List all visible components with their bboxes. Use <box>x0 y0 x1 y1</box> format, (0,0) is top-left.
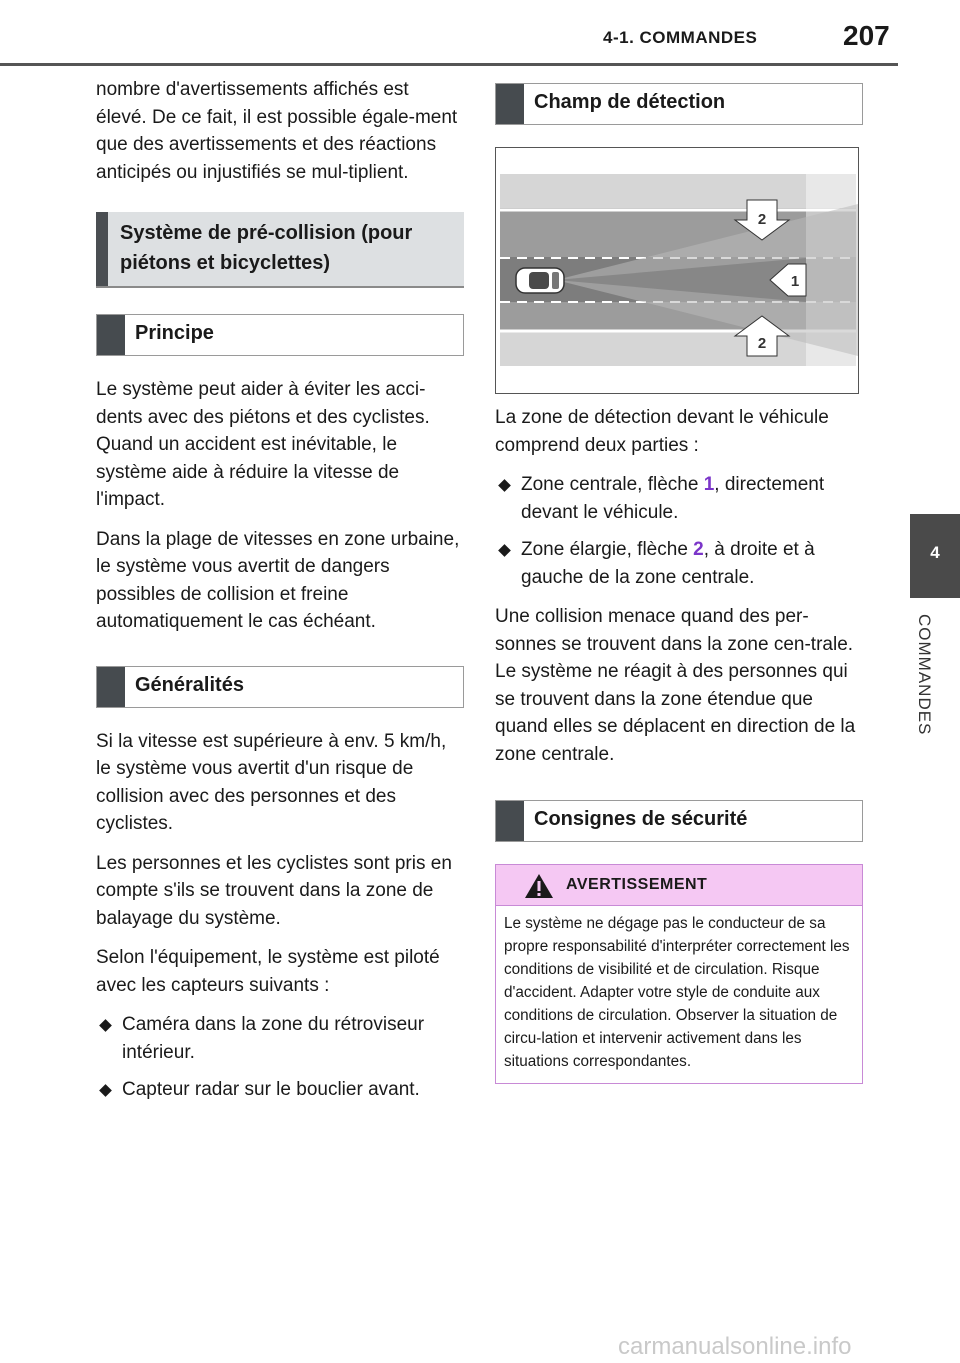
section-heading-title: Système de pré-collision (pour piétons et bicyclettes) <box>120 222 413 274</box>
sensor-list <box>96 1011 464 1104</box>
subsection-heading-title: Généralités <box>135 673 244 696</box>
list-item-text: Zone élargie, flèche <box>521 539 694 560</box>
arrow-label: 2 <box>757 211 767 228</box>
subsection-heading-consignes <box>495 800 863 842</box>
warning-box <box>495 864 863 1084</box>
warning-text: Le système ne dégage pas le conducteur de sa propre responsabilité d'interpréter correctement les conditions de visibilité et de circulation. Risque d'accident. Adapter votre style de conduite aux conditions de circulation. Observer la situation de circu-lation et intervenir activement dans les situations correspondantes. <box>504 915 850 1070</box>
arrow-label: 2 <box>757 335 767 352</box>
subsection-heading-bar <box>97 667 125 707</box>
detection-field-illustration <box>496 148 858 393</box>
arrow-number-ref: 2 <box>693 539 704 560</box>
detection-field-diagram <box>495 147 859 394</box>
principe-paragraph: Dans la plage de vitesses en zone urbaine, le système vous avertit de dangers possibles de collision et freine automatiquement le cas échéant. <box>96 528 460 632</box>
subsection-heading-principe <box>96 314 464 356</box>
subsection-heading-bar <box>97 315 125 355</box>
list-item-text: , directement devant le véhicule. <box>521 474 825 523</box>
chapter-tab-number: 4 <box>930 543 940 562</box>
subsection-heading-bar <box>496 801 524 841</box>
principe-paragraph: Le système peut aider à éviter les acci-dents avec des piétons et des cyclistes. Quand un accident est inévitable, le système aide à réduire la vitesse de l'impact. <box>96 379 430 510</box>
subsection-heading-title: Champ de détection <box>534 91 726 113</box>
zone-list <box>495 471 863 591</box>
champ-paragraph: La zone de détection devant le véhicule comprend deux parties : <box>495 407 829 456</box>
list-item: Capteur radar sur le bouclier avant. <box>96 1076 464 1104</box>
warning-header <box>496 865 862 906</box>
subsection-heading-bar <box>496 84 524 124</box>
generalites-paragraph: Les personnes et les cyclistes sont pris en compte s'ils se trouvent dans la zone de balayage du système. <box>96 852 452 929</box>
list-item <box>495 536 863 591</box>
left-column <box>96 76 464 1116</box>
subsection-heading-generalites <box>96 666 464 708</box>
list-item: Caméra dans la zone du rétroviseur intérieur. <box>96 1011 464 1066</box>
section-heading-bar <box>96 212 108 286</box>
warning-title: AVERTISSEMENT <box>566 876 708 893</box>
footer-watermark: carmanualsonline.info <box>618 1333 852 1360</box>
warning-triangle-icon <box>524 873 554 899</box>
vehicle-icon <box>516 268 564 293</box>
chapter-tab-label: COMMANDES <box>915 614 934 736</box>
intro-paragraph: nombre d'avertissements affichés est élevé. De ce fait, il est possible égale-ment que des avertissements et des réactions anticipés ou injustifiés se mul-tiplient. <box>96 79 458 183</box>
champ-paragraph: Une collision menace quand des per-sonnes se trouvent dans la zone cen-trale. Le système ne réagit à des personnes qui se trouvent dans la zone étendue que quand elles se déplacent en direction de la zone centrale. <box>495 606 856 765</box>
section-header-label: 4-1. COMMANDES <box>603 28 758 47</box>
header-rule <box>0 63 898 66</box>
section-heading-precollision <box>96 212 464 288</box>
page-number: 207 <box>843 20 890 51</box>
subsection-heading-title: Principe <box>135 322 214 344</box>
arrow-number-ref: 1 <box>703 474 715 495</box>
list-item <box>495 471 863 526</box>
generalites-paragraph: Si la vitesse est supérieure à env. 5 km/h, le système vous avertit d'un risque de collision avec des personnes et des cyclistes. <box>96 730 447 834</box>
list-item-text: Zone centrale, flèche <box>521 474 704 495</box>
list-item-text: , à droite et à gauche de la zone centrale. <box>521 539 815 588</box>
generalites-paragraph: Selon l'équipement, le système est piloté avec les capteurs suivants : <box>96 947 440 996</box>
subsection-heading-champ <box>495 83 863 125</box>
arrow-label: 1 <box>790 273 800 290</box>
subsection-heading-title: Consignes de sécurité <box>534 808 748 830</box>
right-column <box>495 83 863 1084</box>
